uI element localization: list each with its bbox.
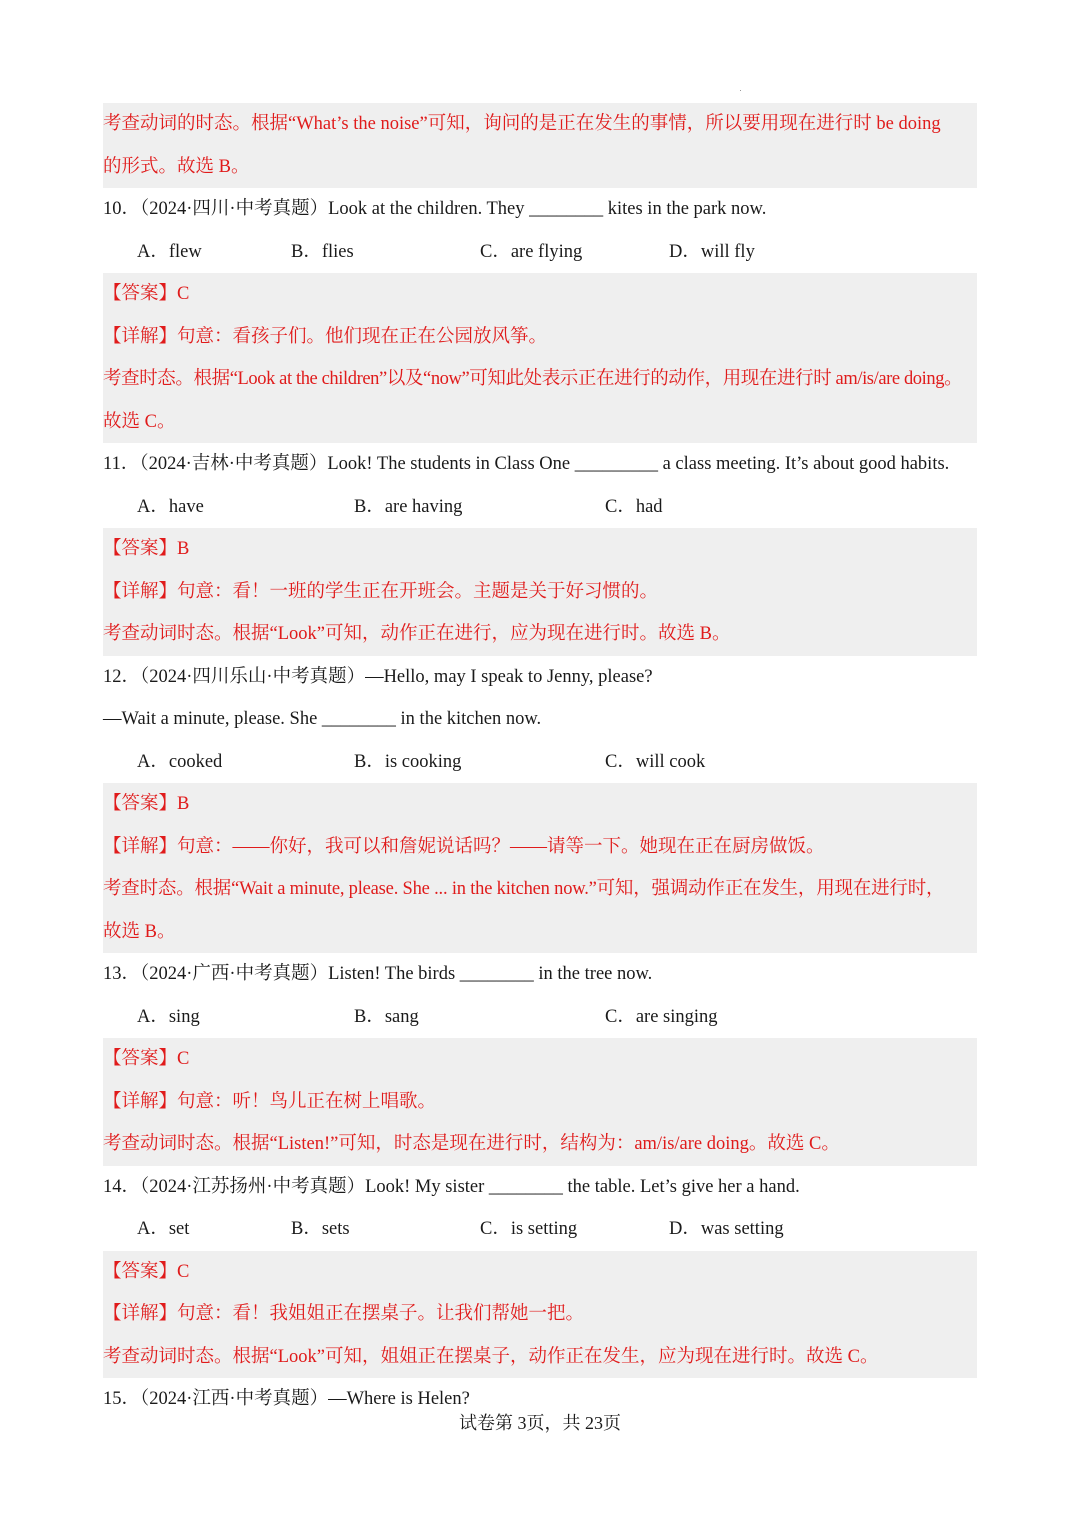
option-b: B．sang	[354, 1006, 419, 1027]
explanation-line: 考查时态。根据“Look at the children”以及“now”可知此处表示正在进行的动作，用现在进行时 am/is/are doing。	[103, 369, 963, 389]
answer-label: 【答案】B	[103, 794, 190, 814]
option-c: C．had	[605, 496, 663, 517]
question-stem: 12．（2024·四川乐山·中考真题）—Hello, may I speak to Jenny, please?	[103, 666, 653, 687]
answer-label: 【答案】C	[103, 1261, 190, 1282]
options-row	[103, 996, 977, 1039]
option-b: B．is cooking	[354, 751, 462, 772]
page-footer: 试卷第 3页，共 23页	[459, 1413, 621, 1433]
question-13	[103, 953, 977, 1038]
question-stem: 14．（2024·江苏扬州·中考真题）Look! My sister ________ the table. Let’s give her a hand.	[103, 1176, 800, 1197]
page-mark	[740, 90, 741, 91]
option-c: C．are singing	[605, 1006, 718, 1027]
explanation-line: 【详解】句意：看！我姐姐正在摆桌子。让我们帮她一把。	[103, 1304, 585, 1324]
option-c: C．will cook	[605, 751, 706, 772]
explanation-line: 【详解】句意：看孩子们。他们现在正在公园放风筝。	[103, 326, 548, 347]
explanation-line: 【详解】句意：——你好，我可以和詹妮说话吗？——请等一下。她现在正在厨房做饭。	[103, 836, 825, 857]
answer-label: 【答案】B	[103, 539, 190, 559]
answer-block-10	[103, 273, 977, 443]
option-c: C．are flying	[480, 241, 583, 262]
question-stem: 10．（2024·四川·中考真题）Look at the children. They ________ kites in the park now.	[103, 199, 767, 219]
option-c: C．is setting	[480, 1219, 578, 1239]
answer-block-11	[103, 528, 977, 656]
answer-label: 【答案】C	[103, 284, 190, 304]
document-body	[103, 103, 977, 1421]
question-11	[103, 443, 977, 528]
intro-explanation-block	[103, 103, 977, 188]
explanation-line: 【详解】句意：听！鸟儿正在树上唱歌。	[103, 1091, 437, 1112]
option-d: D．will fly	[669, 241, 755, 262]
question-stem: 11．（2024·吉林·中考真题）Look! The students in Class One _________ a class meeting. It’s about good habits.	[103, 454, 950, 474]
intro-line: 的形式。故选 B。	[103, 156, 250, 177]
question-15-stem: 15．（2024·江西·中考真题）—Where is Helen?	[103, 1389, 470, 1409]
option-a: A．cooked	[137, 751, 223, 772]
options-row	[103, 231, 977, 274]
option-a: A．flew	[137, 241, 202, 262]
question-stem: 13．（2024·广西·中考真题）Listen! The birds ________ in the tree now.	[103, 964, 653, 984]
options-row	[103, 1208, 977, 1251]
options-row	[103, 486, 977, 529]
option-b: B．sets	[291, 1219, 350, 1239]
option-a: A．set	[137, 1219, 190, 1239]
answer-block-12	[103, 783, 977, 953]
explanation-line: 考查动词时态。根据“Listen!”可知，时态是现在进行时，结构为：am/is/are doing。故选 C。	[103, 1134, 840, 1154]
answer-block-13	[103, 1038, 977, 1166]
question-12	[103, 656, 977, 784]
explanation-line: 【详解】句意：看！一班的学生正在开班会。主题是关于好习惯的。	[103, 581, 659, 602]
question-10	[103, 188, 977, 273]
option-a: A．sing	[137, 1006, 200, 1027]
explanation-line: 考查动词时态。根据“Look”可知，姐姐正在摆桌子，动作正在发生，应为现在进行时。故选 C。	[103, 1346, 879, 1367]
explanation-line: 考查动词时态。根据“Look”可知，动作正在进行，应为现在进行时。故选 B。	[103, 624, 731, 644]
intro-line: 考查动词的时态。根据“What’s the noise”可知，询问的是正在发生的事情，所以要用现在进行时 be doing	[103, 114, 941, 134]
option-a: A．have	[137, 496, 204, 517]
explanation-line: 考查时态。根据“Wait a minute, please. She ... in the kitchen now.”可知，强调动作正在发生，用现在进行时，	[103, 879, 945, 899]
option-b: B．are having	[354, 496, 463, 517]
option-b: B．flies	[291, 241, 354, 262]
explanation-line: 故选 B。	[103, 921, 176, 942]
options-row	[103, 741, 977, 784]
option-d: D．was setting	[669, 1219, 784, 1239]
question-14	[103, 1166, 977, 1251]
answer-label: 【答案】C	[103, 1049, 190, 1069]
answer-block-14	[103, 1251, 977, 1379]
question-stem: —Wait a minute, please. She ________ in the kitchen now.	[103, 709, 542, 729]
explanation-line: 故选 C。	[103, 411, 176, 432]
